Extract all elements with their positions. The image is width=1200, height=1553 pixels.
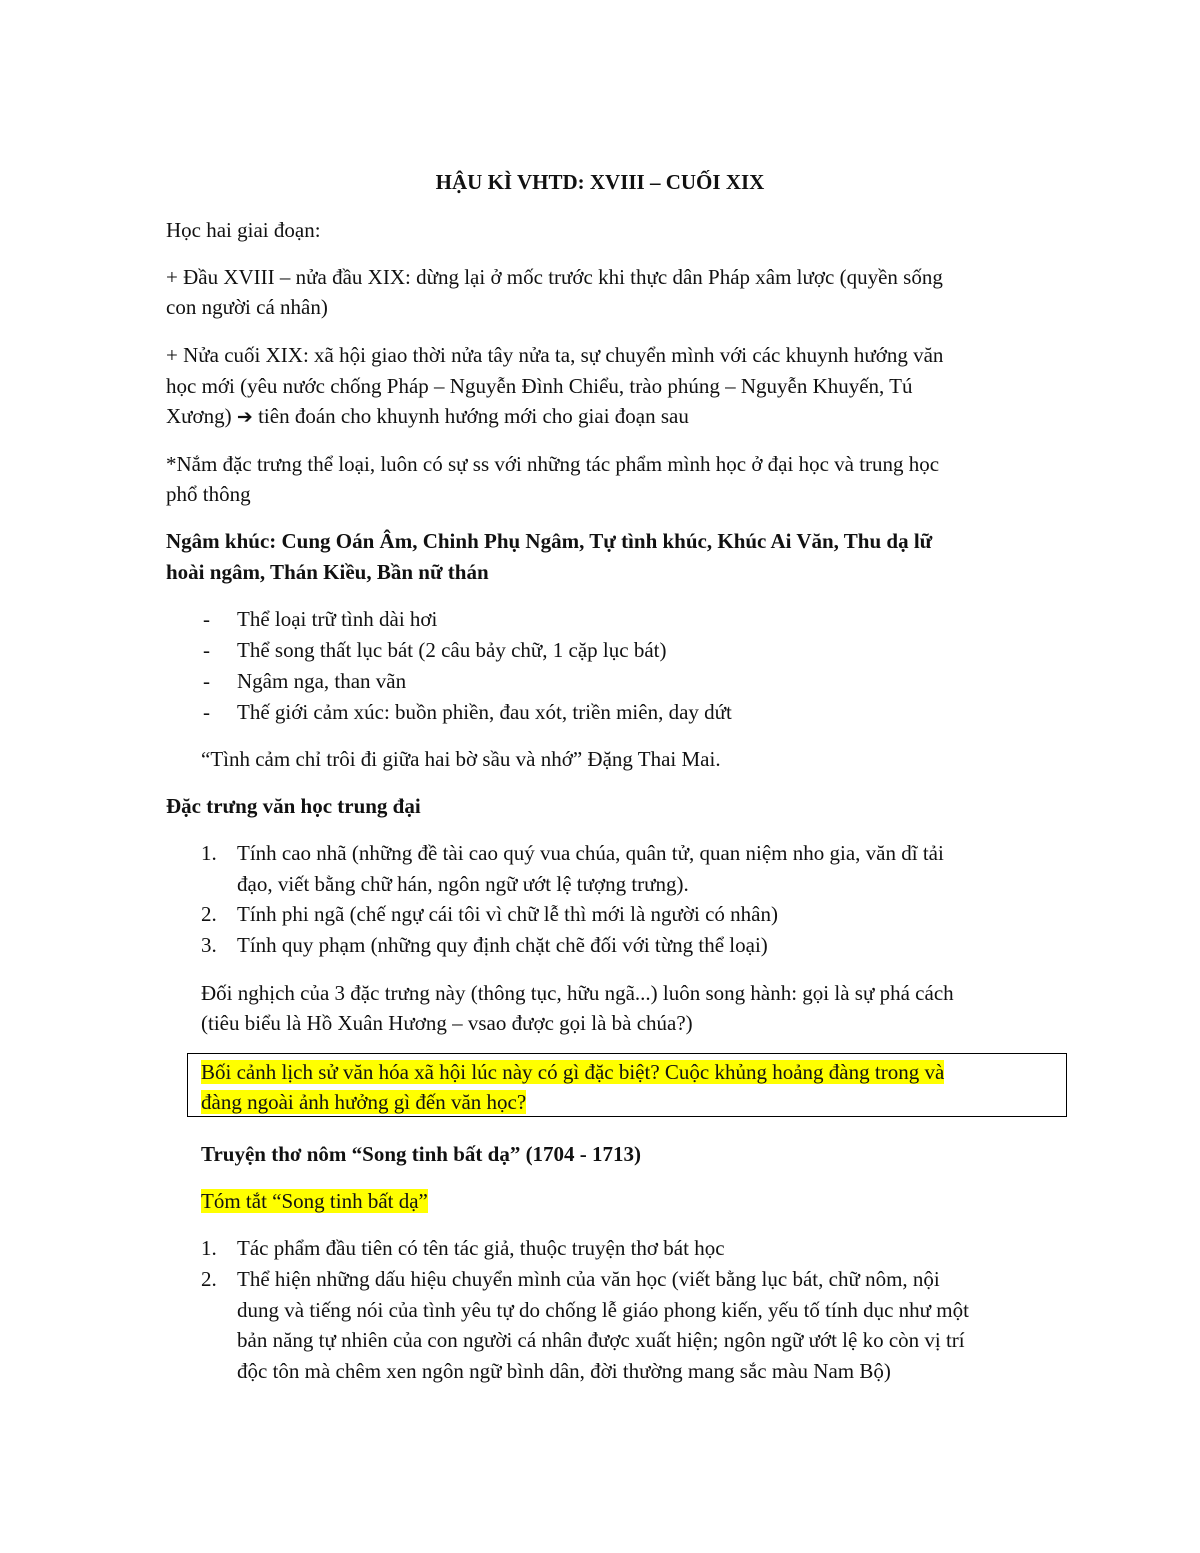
right-arrow-icon: ➔ [236, 406, 253, 428]
list-number: 3. [201, 933, 217, 957]
list-item-text-line4: độc tôn mà chêm xen ngôn ngữ bình dân, đời thường mang sắc màu Nam Bộ) [237, 1359, 891, 1383]
period2-line3-start: Xương) [166, 404, 232, 428]
period2-line2: học mới (yêu nước chống Pháp – Nguyễn Đình Chiểu, trào phúng – Nguyễn Khuyến, Tú [166, 374, 913, 398]
song-tinh-summary-line [201, 1187, 428, 1215]
list-item-text-line2: đạo, viết bằng chữ hán, ngôn ngữ ướt lệ tượng trưng). [237, 872, 689, 896]
dash-bullet-icon: - [203, 638, 210, 662]
boxed-question-line1 [201, 1058, 944, 1086]
list-item-text-line2: dung và tiếng nói của tình yêu tự do chống lễ giáo phong kiến, yếu tố tính dục như một [237, 1298, 969, 1322]
list-item-text-line1: Thể hiện những dấu hiệu chuyển mình của văn học (viết bằng lục bát, chữ nôm, nội [237, 1267, 940, 1291]
highlighted-text: đàng ngoài ảnh hưởng gì đến văn học? [201, 1090, 527, 1114]
bullet-text: Thế giới cảm xúc: buồn phiền, đau xót, triền miên, day dứt [237, 700, 732, 724]
dash-bullet-icon: - [203, 669, 210, 693]
highlighted-text: Bối cảnh lịch sử văn hóa xã hội lúc này có gì đặc biệt? Cuộc khủng hoảng đàng trong và [201, 1060, 945, 1084]
ngam-khuc-heading-line2: hoài ngâm, Thán Kiều, Bần nữ thán [166, 560, 489, 584]
note-line1: *Nắm đặc trưng thể loại, luôn có sự ss với những tác phẩm mình học ở đại học và trung học [166, 452, 940, 476]
list-number: 1. [201, 841, 217, 865]
dash-bullet-icon: - [203, 700, 210, 724]
period2-line1: + Nửa cuối XIX: xã hội giao thời nửa tây nửa ta, sự chuyển mình với các khuynh hướng văn [166, 343, 944, 367]
intro-text: Học hai giai đoạn: [166, 218, 321, 242]
list-number: 1. [201, 1236, 217, 1260]
list-item-text-line1: Tác phẩm đầu tiên có tên tác giả, thuộc truyện thơ bát học [237, 1236, 725, 1260]
list-item-text-line1: Tính cao nhã (những đề tài cao quý vua chúa, quân tử, quan niệm nho gia, văn dĩ tải [237, 841, 944, 865]
bullet-text: Thể song thất lục bát (2 câu bảy chữ, 1 cặp lục bát) [237, 638, 667, 662]
song-tinh-heading: Truyện thơ nôm “Song tinh bất dạ” (1704 - 1713) [201, 1142, 642, 1166]
period2-line3 [166, 402, 689, 431]
dang-thai-mai-quote: “Tình cảm chỉ trôi đi giữa hai bờ sầu và nhớ” Đặng Thai Mai. [201, 747, 721, 771]
contrast-line1: Đối nghịch của 3 đặc trưng này (thông tục, hữu ngã...) luôn song hành: gọi là sự phá cách [201, 981, 954, 1005]
list-item-text-line1: Tính phi ngã (chế ngự cái tôi vì chữ lễ thì mới là người có nhân) [237, 902, 778, 926]
dash-bullet-icon: - [203, 607, 210, 631]
bullet-text: Ngâm nga, than vãn [237, 669, 407, 693]
page-title: HẬU KÌ VHTD: XVIII – CUỐI XIX [435, 170, 765, 194]
list-item-text-line1: Tính quy phạm (những quy định chặt chẽ đối với từng thể loại) [237, 933, 768, 957]
dac-trung-heading: Đặc trưng văn học trung đại [166, 794, 421, 818]
contrast-line2: (tiêu biểu là Hồ Xuân Hương – vsao được gọi là bà chúa?) [201, 1011, 693, 1035]
highlighted-text: Tóm tắt “Song tinh bất dạ” [201, 1189, 428, 1213]
note-line2: phổ thông [166, 482, 251, 506]
ngam-khuc-heading-line1: Ngâm khúc: Cung Oán Âm, Chinh Phụ Ngâm, Tự tình khúc, Khúc Ai Văn, Thu dạ lữ [166, 529, 933, 553]
period2-line3-end: tiên đoán cho khuynh hướng mới cho giai đoạn sau [258, 404, 689, 428]
list-number: 2. [201, 1267, 217, 1291]
period1-line1: + Đầu XVIII – nửa đầu XIX: dừng lại ở mốc trước khi thực dân Pháp xâm lược (quyền sống [166, 265, 943, 289]
list-number: 2. [201, 902, 217, 926]
boxed-question-line2 [201, 1088, 526, 1116]
bullet-text: Thể loại trữ tình dài hơi [237, 607, 438, 631]
list-item-text-line3: bản năng tự nhiên của con người cá nhân được xuất hiện; ngôn ngữ ướt lệ ko còn vị trí [237, 1328, 965, 1352]
period1-line2: con người cá nhân) [166, 295, 328, 319]
